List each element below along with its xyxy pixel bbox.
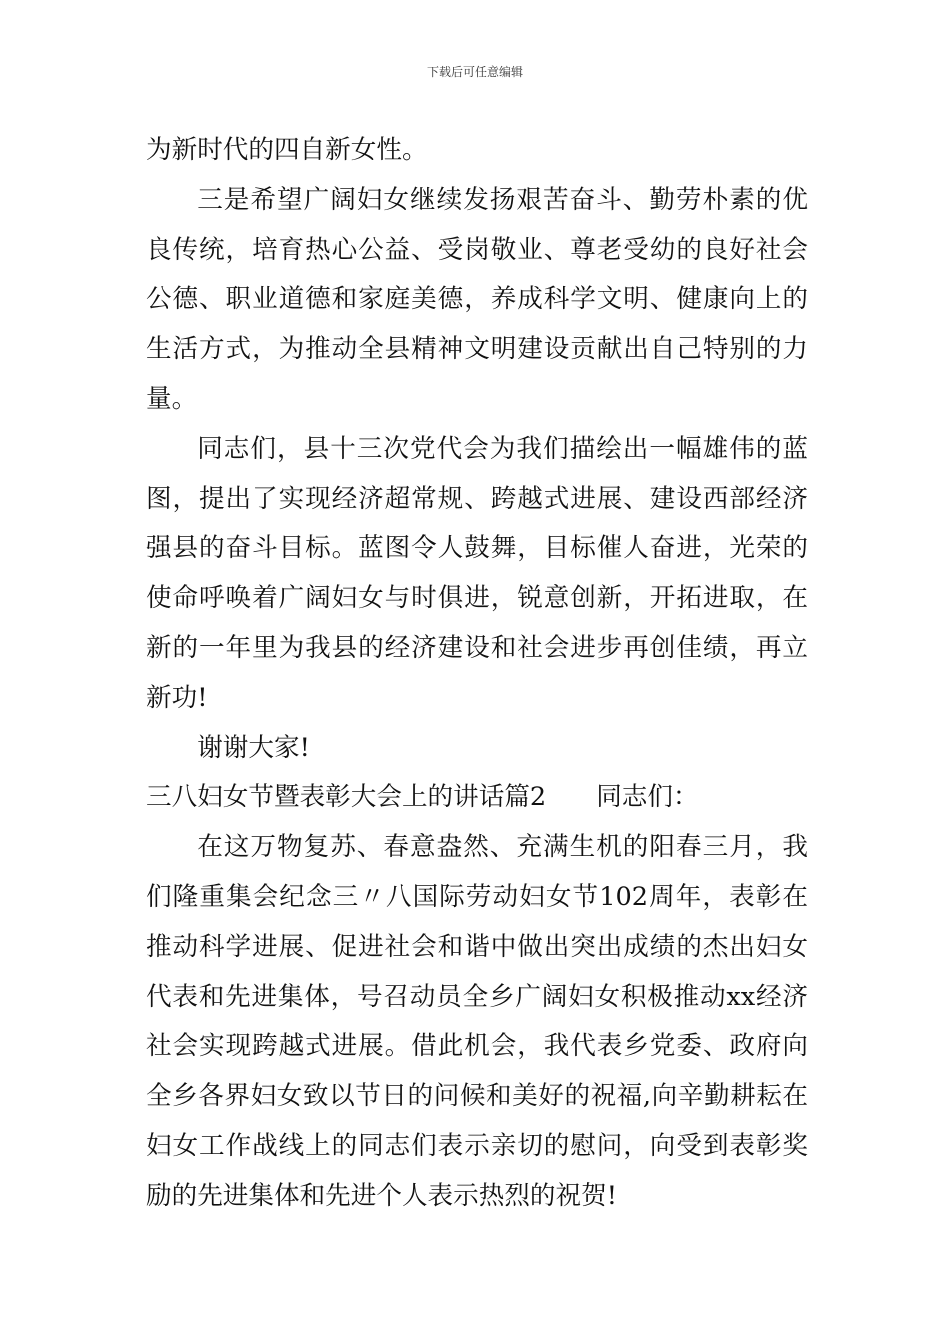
paragraph-speech-opening: 在这万物复苏、春意盎然、充满生机的阳春三月，我们隆重集会纪念三〃八国际劳动妇女节102周年，表彰在推动科学进展、促进社会和谐中做出突出成绩的杰出妇女代表和先进集体，号召动员全乡广阔妇女积极推动xx经济社会实现跨越式进展。借此机会，我代表乡党委、政府向全乡各界妇女致以节日的问候和美好的祝福,向辛勤耕耘在妇女工作战线上的同志们表示亲切的慰问，向受到表彰奖励的先进集体和先进个人表示热烈的祝贺! [146,832,808,1211]
paragraph-thanks: 谢谢大家! [197,732,310,763]
section-heading [146,773,808,823]
document-body [146,126,808,1222]
paragraph-continuation: 为新时代的四自新女性。 [146,135,428,165]
page-header-note: 下载后可任意编辑 [426,65,523,79]
section-salutation: 同志们： [596,782,699,813]
paragraph-hope-three: 三是希望广阔妇女继续发扬艰苦奋斗、勤劳朴素的优良传统，培育热心公益、受岗敬业、尊老受幼的良好社会公德、职业道德和家庭美德，养成科学文明、健康向上的生活方式，为推动全县精神文明建设贡献出自己特别的力量。 [146,184,808,414]
section-title: 三八妇女节暨表彰大会上的讲话篇2 [146,782,547,813]
paragraph-comrades: 同志们，县十三次党代会为我们描绘出一幅雄伟的蓝图，提出了实现经济超常规、跨越式进展、建设西部经济强县的奋斗目标。蓝图令人鼓舞，目标催人奋进，光荣的使命呼唤着广阔妇女与时俱进，锐意创新，开拓进取，在新的一年里为我县的经济建设和社会进步再创佳绩，再立新功! [146,433,808,713]
